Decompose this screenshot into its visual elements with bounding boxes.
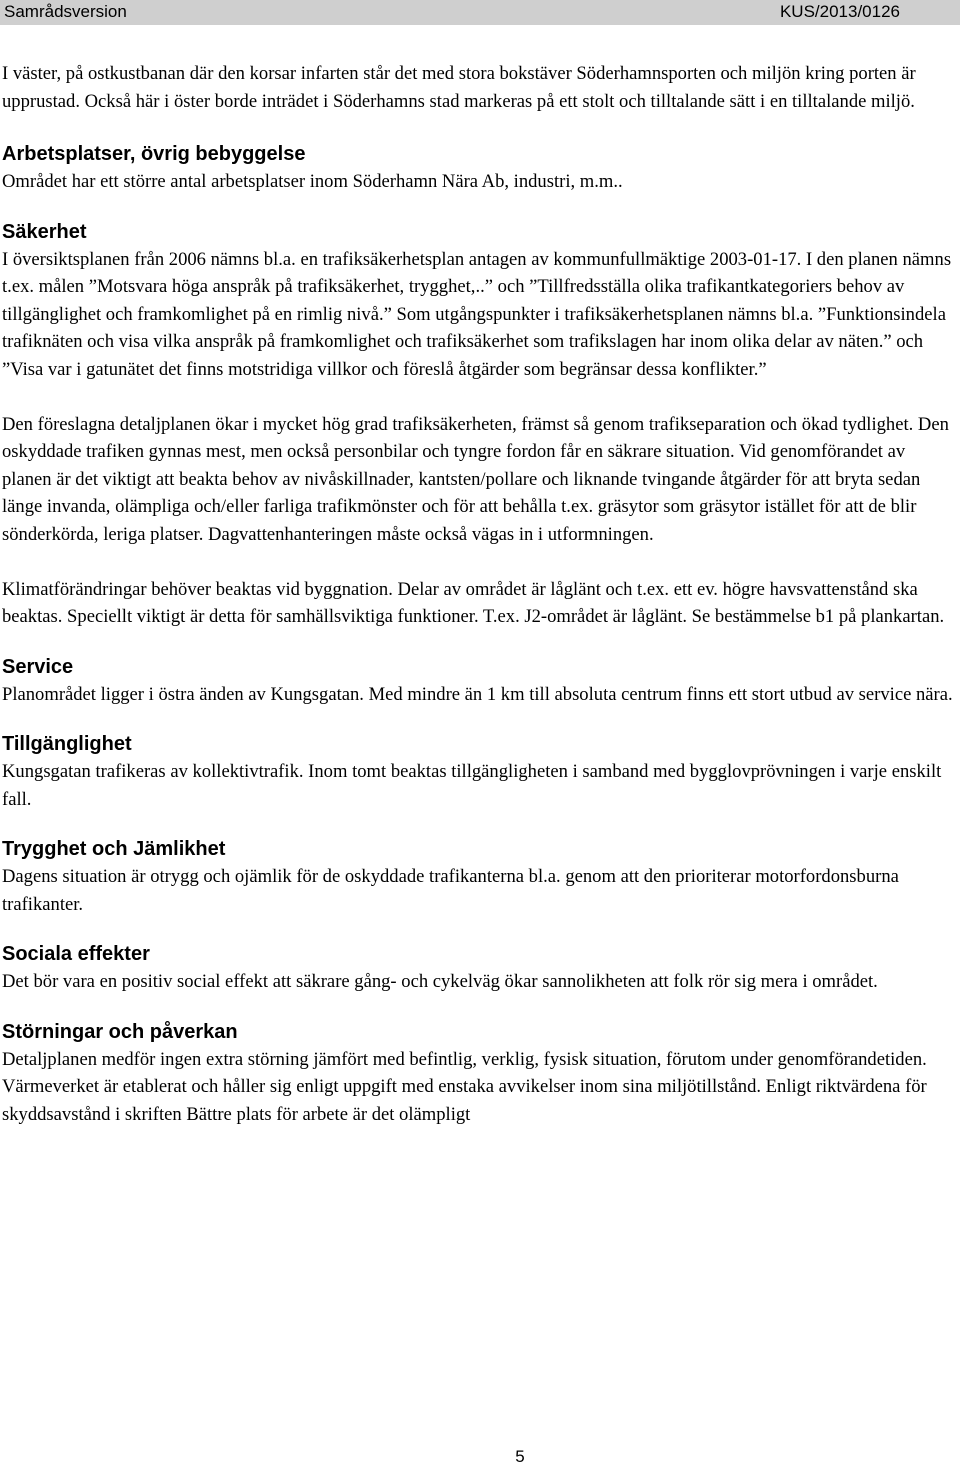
service-paragraph: Planområdet ligger i östra änden av Kungsgatan. Med mindre än 1 km till absoluta centrum finns ett stort utbud av service nära. bbox=[2, 683, 953, 705]
trygghet-paragraph: Dagens situation är otrygg och ojämlik för de oskyddade trafikanterna bl.a. genom att den prioriterar motorfordonsburna trafikanter. bbox=[2, 866, 899, 915]
header-case-number: KUS/2013/0126 bbox=[779, 2, 900, 21]
tillganglighet-paragraph: Kungsgatan trafikeras av kollektivtrafik. Inom tomt beaktas tillgängligheten i samband med bygglovprövningen i varje enskilt fall. bbox=[2, 761, 942, 810]
heading-trygghet: Trygghet och Jämlikhet bbox=[2, 838, 226, 860]
heading-sakerhet: Säkerhet bbox=[2, 220, 87, 243]
sakerhet-paragraph-3: Klimatförändringar behöver beaktas vid byggnation. Delar av området är låglänt och t.ex. ett ev. högre havsvattenstånd ska beaktas. Speciellt viktigt är detta för samhällsviktiga funktioner. T.ex. J2-området är låglänt. Se bestämmelse b1 på plankartan. bbox=[2, 578, 945, 627]
heading-sociala-effekter: Sociala effekter bbox=[2, 943, 150, 965]
heading-service: Service bbox=[2, 655, 74, 678]
heading-tillganglighet: Tillgänglighet bbox=[2, 733, 132, 755]
document-body bbox=[2, 60, 956, 1128]
heading-storningar: Störningar och påverkan bbox=[2, 1020, 238, 1043]
header-version-label: Samrådsversion bbox=[4, 2, 127, 21]
page-number: 5 bbox=[515, 1447, 525, 1466]
page-header bbox=[0, 0, 960, 25]
arbetsplatser-paragraph: Området har ett större antal arbetsplatser inom Söderhamn Nära Ab, industri, m.m.. bbox=[2, 171, 623, 192]
storningar-paragraph-2: Värmeverket är etablerat och håller sig enligt uppgift med enstaka avvikelser inom sina miljötillstånd. Enligt riktvärdena för skyddsavstånd i skriften Bättre plats för arbete är det olämpligt bbox=[2, 1076, 927, 1125]
heading-arbetsplatser: Arbetsplatser, övrig bebyggelse bbox=[2, 143, 306, 165]
storningar-paragraph-1: Detaljplanen medför ingen extra störning jämfört med befintlig, verklig, fysisk situation, förutom under genomförandetiden. bbox=[2, 1048, 927, 1070]
sociala-paragraph: Det bör vara en positiv social effekt att säkrare gång- och cykelväg ökar sannolikheten att folk rör sig mera i området. bbox=[2, 971, 878, 992]
intro-paragraph: I väster, på ostkustbanan där den korsar infarten står det med stora bokstäver Söderhamnsporten och miljön kring porten är upprustad. Också här i öster borde inträdet i Söderhamns stad markeras på ett stolt och tilltalande sätt i en tilltalande miljö. bbox=[2, 63, 916, 112]
sakerhet-paragraph-1: I översiktsplanen från 2006 nämns bl.a. en trafiksäkerhetsplan antagen av kommunfullmäktige 2003-01-17. I den planen nämns t.ex. målen ”Motsvara höga anspråk på trafiksäkerhet, trygghet,..” och ”Tillfredsställa olika trafikantkategoriers behov av tillgänglighet och framkomlighet på en rimlig nivå.” Som utgångspunkter i trafiksäkerhetsplanen nämns bl.a. ”Funktionsindela trafiknäten och visa vilka anspråk på framkomlighet och trafiksäkerhet som trafikslagen har inom olika delar av näten.” och ”Visa var i gatunätet det finns motstridiga villkor och föreslå åtgärder som begränsar dessa konflikter.” bbox=[2, 248, 952, 380]
sakerhet-paragraph-2: Den föreslagna detaljplanen ökar i mycket hög grad trafiksäkerheten, främst så genom trafikseparation och ökad tydlighet. Den oskyddade trafiken gynnas mest, men också personbilar och tyngre fordon får en säkrare situation. Vid genomförandet av planen är det viktigt att beakta behov av nivåskillnader, kantsten/pollare och liknande tvingande åtgärder för att bryta sedan länge invanda, olämpliga och/eller farliga trafikmönster och för att behålla t.ex. gräsytor som gräsytor istället för att de blir sönderkörda, leriga platser. Dagvattenhanteringen måste också vägas in i utformningen. bbox=[2, 413, 949, 545]
